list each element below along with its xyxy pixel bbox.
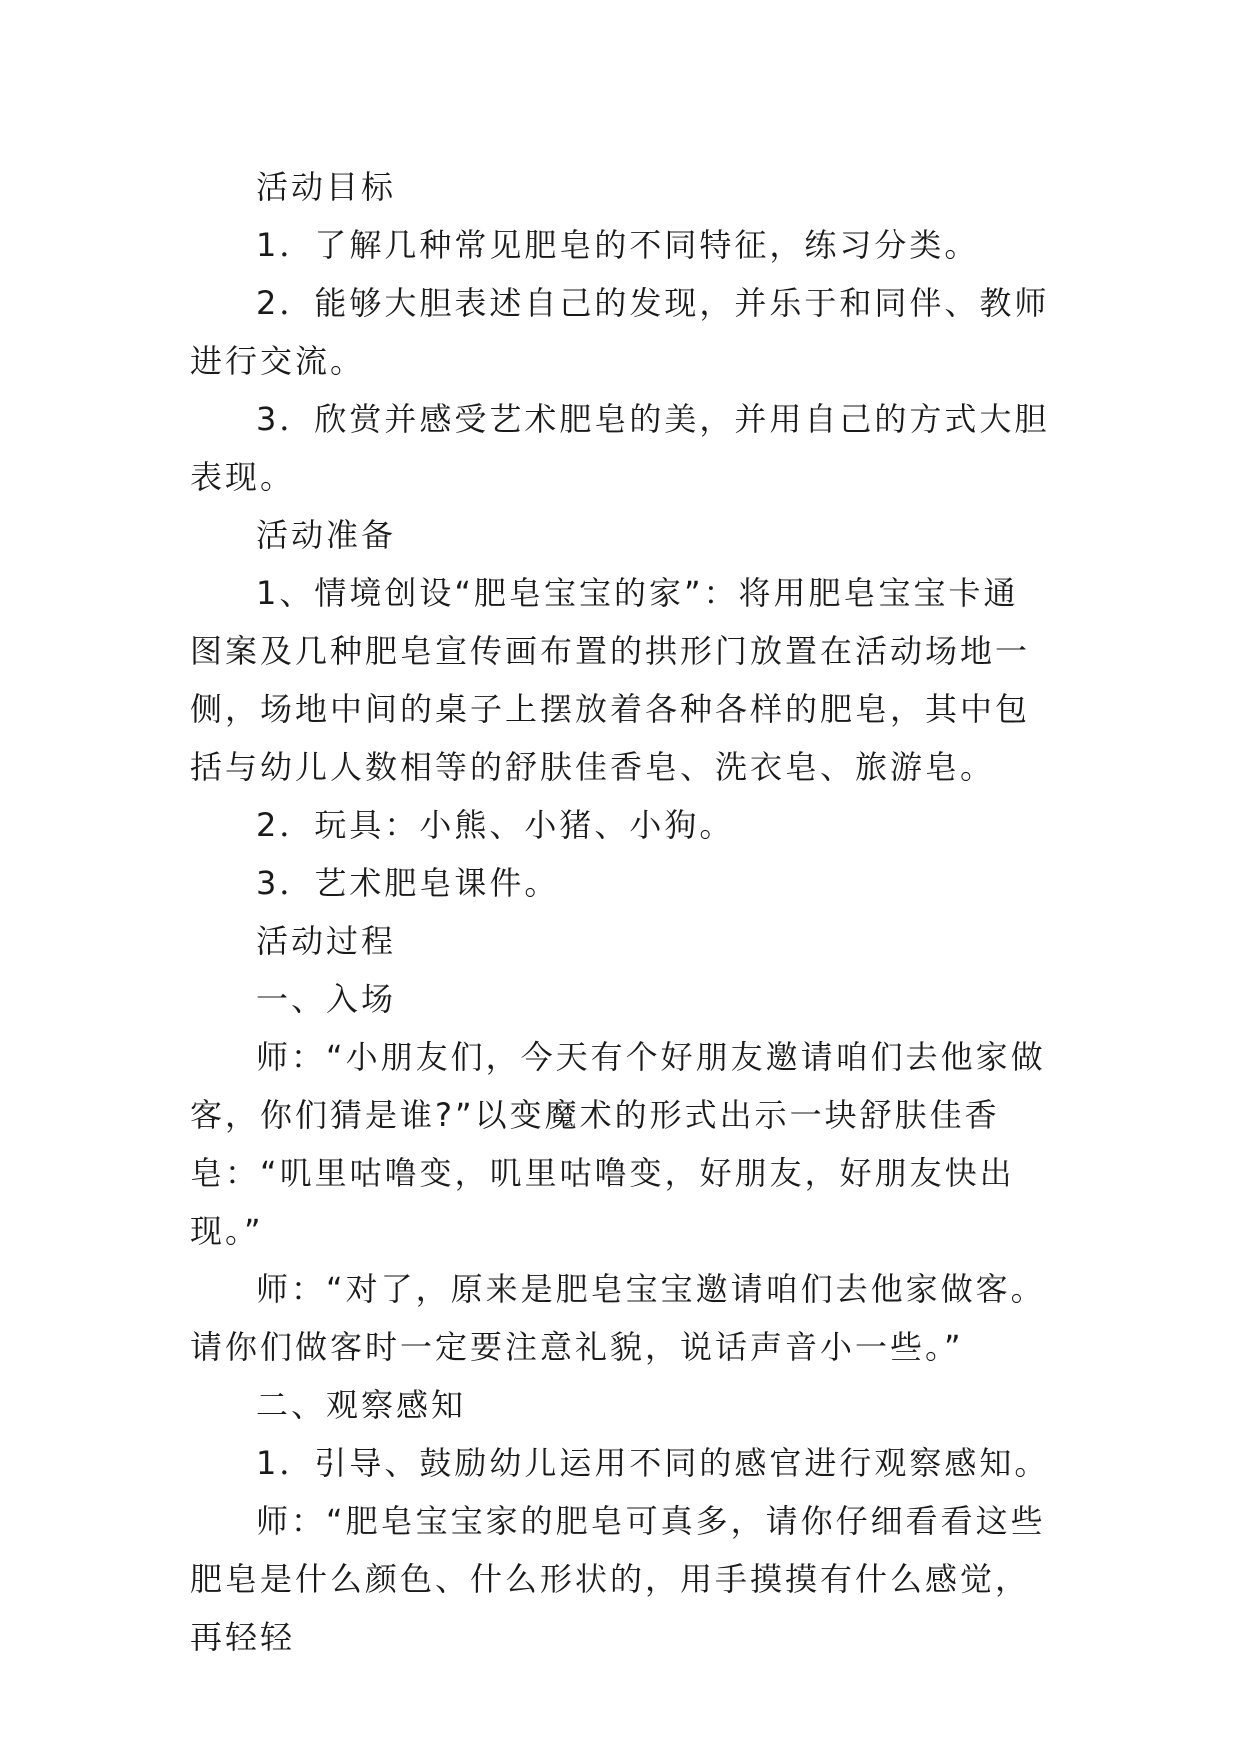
paragraph: 师：“肥皂宝宝家的肥皂可真多，请你仔细看看这些肥皂是什么颜色、什么形状的，用手摸摸有什么感觉，再轻轻: [190, 1502, 1046, 1656]
paragraph: 3．艺术肥皂课件。: [256, 864, 560, 902]
section-heading-preparation: 活动准备: [256, 516, 397, 554]
paragraph: 师：“小朋友们，今天有个好朋友邀请咱们去他家做客，你们猜是谁?”以变魔术的形式出示一块舒肤佳香皂：“叽里咕噜变，叽里咕噜变，好朋友，好朋友快出现。”: [190, 1038, 1046, 1250]
paragraph: 2．玩具：小熊、小猪、小狗。: [256, 806, 735, 844]
subheading: 二、观察感知: [256, 1386, 467, 1424]
paragraph: 3．欣赏并感受艺术肥皂的美，并用自己的方式大胆表现。: [190, 400, 1050, 496]
paragraph: 1．引导、鼓励幼儿运用不同的感官进行观察感知。: [256, 1444, 1050, 1482]
paragraph: 师：“对了，原来是肥皂宝宝邀请咱们去他家做客。请你们做客时一定要注意礼貌，说话声音小一些。”: [190, 1270, 1046, 1366]
paragraph: 1．了解几种常见肥皂的不同特征，练习分类。: [256, 226, 980, 264]
subheading: 一、入场: [256, 980, 397, 1018]
paragraph: 2．能够大胆表述自己的发现，并乐于和同伴、教师进行交流。: [190, 284, 1050, 380]
paragraph: 1、情境创设“肥皂宝宝的家”：将用肥皂宝宝卡通图案及几种肥皂宣传画布置的拱形门放置在活动场地一侧，场地中间的桌子上摆放着各种各样的肥皂，其中包括与幼儿人数相等的舒肤佳香皂、洗衣皂、旅游皂。: [190, 574, 1031, 786]
document-body: [190, 158, 1050, 1666]
section-heading-process: 活动过程: [256, 922, 397, 960]
section-heading-goals: 活动目标: [256, 168, 397, 206]
